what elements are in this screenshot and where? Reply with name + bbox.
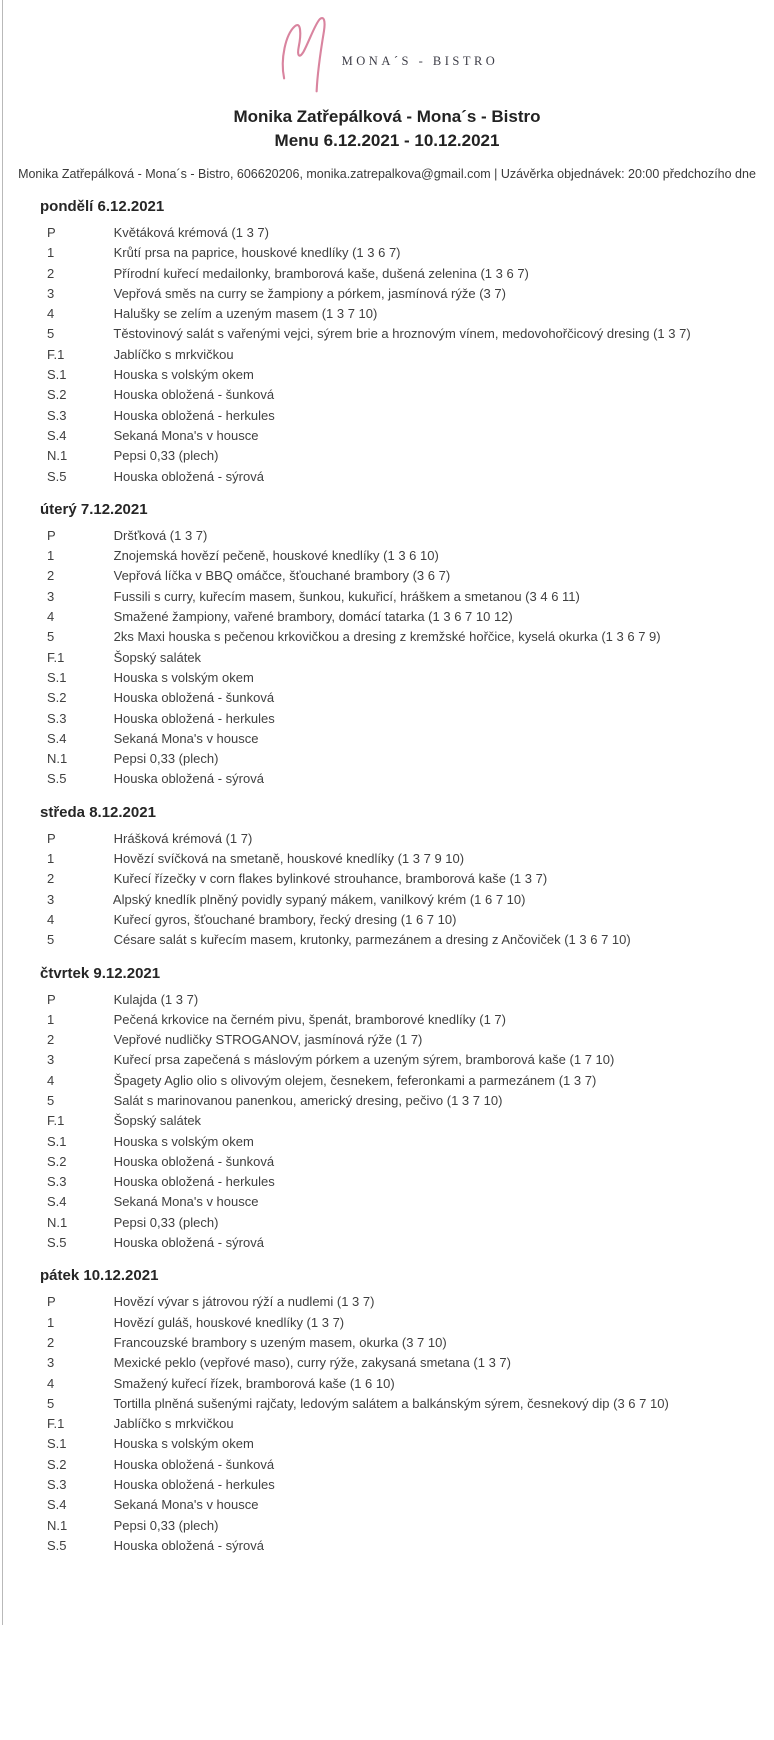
- menu-item-text: Houska obložená - sýrová: [113, 771, 264, 787]
- menu-item-code: S.1: [47, 1436, 67, 1452]
- menu-item-text: Šopský salátek: [113, 649, 202, 665]
- menu-item-text: Květáková krémová (1 3 7): [113, 225, 269, 240]
- menu-item-row: [0, 910, 774, 930]
- menu-item-row: [0, 1071, 774, 1091]
- menu-item-code: S.2: [47, 387, 67, 403]
- menu-item-code: F.1: [47, 346, 65, 362]
- menu-item-text: Těstovinový salát s vařenými vejci, sýrem brie a hroznovým vínem, medovohořčicový dresing (1 3 7): [113, 326, 691, 342]
- menu-item-row: [0, 365, 774, 385]
- contact-line: Monika Zatřepálková - Mona´s - Bistro, 606620206, monika.zatrepalkova@gmail.com | Uzávěrka objednávek: 20:00 předchozího dne: [18, 167, 756, 181]
- menu-item-code: 3: [47, 588, 55, 604]
- menu-item-row: [0, 729, 774, 749]
- menu-item-row: [0, 1172, 774, 1192]
- menu-item-text: Sekaná Mona's v housce: [113, 730, 259, 746]
- menu-item-text: Hrášková krémová (1 7): [113, 830, 253, 846]
- logo-brand-text: MONA´S - BISTRO: [341, 53, 499, 68]
- menu-item-text: Kuřecí řízečky v corn flakes bylinkové strouhance, bramborová kaše (1 3 7): [113, 871, 548, 887]
- menu-item-row: [0, 587, 774, 607]
- menu-days: [0, 181, 774, 1556]
- menu-item-text: Špagety Aglio olio s olivovým olejem, česnekem, feferonkami a parmezánem (1 3 7): [113, 1072, 597, 1088]
- menu-item-text: Kuřecí prsa zapečená s máslovým pórkem a uzeným sýrem, bramborová kaše (1 7 10): [113, 1052, 615, 1068]
- menu-item-row: [0, 284, 774, 304]
- menu-item-code: S.3: [47, 407, 67, 423]
- menu-item-text: Znojemská hovězí pečeně, houskové knedlíky (1 3 6 10): [113, 548, 439, 564]
- menu-item-row: [0, 1394, 774, 1414]
- menu-item-code: N.1: [47, 751, 68, 767]
- menu-item-row: [0, 1536, 774, 1556]
- menu-item-code: S.2: [47, 690, 67, 706]
- menu-item-row: [0, 526, 774, 546]
- menu-item-row: [0, 223, 774, 243]
- menu-item-text: Houska obložená - šunková: [113, 387, 275, 403]
- menu-item-row: [0, 1192, 774, 1212]
- menu-item-text: Salát s marinovanou panenkou, americký dresing, pečivo (1 3 7 10): [113, 1092, 503, 1108]
- menu-item-row: [0, 1353, 774, 1373]
- menu-item-row: [0, 1333, 774, 1353]
- day-items: [0, 526, 774, 790]
- menu-item-text: Hovězí svíčková na smetaně, houskové knedlíky (1 3 7 9 10): [113, 851, 465, 867]
- menu-item-text: Pečená krkovice na černém pivu, špenát, bramborové knedlíky (1 7): [113, 1011, 506, 1027]
- menu-item-row: [0, 1091, 774, 1111]
- day-items: [0, 829, 774, 951]
- day-items: [0, 1292, 774, 1556]
- page-left-border: [2, 0, 3, 1625]
- menu-item-code: S.4: [47, 1194, 67, 1210]
- menu-item-row: [0, 668, 774, 688]
- menu-item-code: 5: [47, 932, 55, 948]
- page-title: Monika Zatřepálková - Mona´s - Bistro: [233, 107, 541, 126]
- menu-item-text: Smažené žampiony, vařené brambory, domácí tatarka (1 3 6 7 10 12): [113, 609, 513, 625]
- menu-item-text: Houska obložená - herkules: [113, 407, 275, 423]
- menu-item-text: Pepsi 0,33 (plech): [113, 448, 219, 464]
- menu-item-code: P: [47, 527, 56, 543]
- menu-item-row: [0, 749, 774, 769]
- day-title: pátek 10.12.2021: [40, 1267, 159, 1285]
- menu-item-row: [0, 467, 774, 487]
- menu-item-text: Pepsi 0,33 (plech): [113, 1517, 219, 1533]
- menu-item-code: 1: [47, 851, 55, 867]
- menu-item-code: S.3: [47, 710, 67, 726]
- day-title: čtvrtek 9.12.2021: [40, 964, 161, 982]
- menu-item-code: 2: [47, 1032, 55, 1048]
- menu-item-text: Houska obložená - šunková: [113, 1153, 275, 1169]
- menu-item-code: S.1: [47, 669, 67, 685]
- menu-item-row: [0, 849, 774, 869]
- menu-item-row: [0, 324, 774, 344]
- menu-item-text: Houska obložená - herkules: [113, 1174, 275, 1190]
- menu-item-row: [0, 1152, 774, 1172]
- menu-item-text: Houska obložená - herkules: [113, 710, 275, 726]
- menu-item-text: Houska s volským okem: [113, 669, 254, 685]
- menu-item-code: 5: [47, 326, 55, 342]
- menu-item-code: 4: [47, 306, 55, 322]
- menu-item-text: Vepřová líčka v BBQ omáčce, šťouchané brambory (3 6 7): [113, 568, 451, 584]
- menu-item-row: [0, 1111, 774, 1131]
- day-items: [0, 990, 774, 1254]
- menu-item-code: S.5: [47, 1537, 67, 1553]
- monas-m-script-icon: [276, 9, 328, 95]
- menu-item-text: Hovězí vývar s játrovou rýží a nudlemi (1 3 7): [113, 1294, 375, 1310]
- menu-item-row: [0, 1414, 774, 1434]
- menu-item-text: Pepsi 0,33 (plech): [113, 751, 219, 767]
- day-section: [0, 965, 774, 1254]
- menu-item-row: [0, 385, 774, 405]
- day-items: [0, 223, 774, 487]
- menu-item-text: Francouzské brambory s uzeným masem, okurka (3 7 10): [113, 1334, 447, 1350]
- menu-item-text: 2ks Maxi houska s pečenou krkovičkou a dresing z kremžské hořčice, kyselá okurka (1 3 6 7 9): [113, 629, 661, 645]
- menu-item-code: 5: [47, 1092, 55, 1108]
- menu-item-text: Alpský knedlík plněný povidly sypaný mákem, vanilkový krém (1 6 7 10): [112, 891, 526, 907]
- day-title: středa 8.12.2021: [40, 803, 156, 821]
- day-section: [0, 1267, 774, 1556]
- menu-item-row: [0, 264, 774, 284]
- menu-item-row: [0, 1233, 774, 1253]
- menu-item-code: N.1: [47, 1517, 68, 1533]
- menu-item-code: F.1: [47, 649, 65, 665]
- menu-item-row: [0, 1495, 774, 1515]
- menu-item-text: Halušky se zelím a uzeným masem (1 3 7 10): [113, 306, 378, 322]
- menu-item-code: 4: [47, 1375, 55, 1391]
- menu-item-code: 5: [47, 629, 55, 645]
- menu-item-row: [0, 688, 774, 708]
- menu-item-row: [0, 769, 774, 789]
- day-section: [0, 198, 774, 487]
- menu-item-code: S.4: [47, 730, 67, 746]
- menu-item-text: Houska s volským okem: [113, 367, 254, 383]
- menu-item-text: Sekaná Mona's v housce: [113, 427, 259, 443]
- menu-item-row: [0, 930, 774, 950]
- menu-item-code: 5: [47, 1395, 55, 1411]
- menu-item-text: Houska obložená - herkules: [113, 1477, 275, 1493]
- menu-item-row: [0, 869, 774, 889]
- menu-item-code: S.3: [47, 1174, 67, 1190]
- logo: [0, 8, 774, 96]
- menu-item-text: Fussili s curry, kuřecím masem, šunkou, kukuřicí, hráškem a smetanou (3 4 6 11): [113, 588, 580, 604]
- menu-item-row: [0, 1010, 774, 1030]
- menu-item-text: Houska obložená - sýrová: [113, 468, 264, 484]
- menu-item-text: Kulajda (1 3 7): [113, 991, 199, 1007]
- menu-item-row: [0, 1132, 774, 1152]
- menu-item-row: [0, 1313, 774, 1333]
- menu-item-code: S.1: [47, 1133, 67, 1149]
- menu-header: [0, 0, 774, 181]
- menu-item-row: [0, 446, 774, 466]
- menu-item-code: 3: [47, 891, 55, 907]
- menu-item-code: 2: [47, 1334, 55, 1350]
- menu-item-code: P: [47, 225, 56, 240]
- menu-item-code: P: [47, 1294, 56, 1310]
- menu-item-code: 1: [47, 245, 55, 261]
- menu-item-text: Houska s volským okem: [113, 1133, 254, 1149]
- menu-item-code: 2: [47, 568, 55, 584]
- menu-item-row: [0, 648, 774, 668]
- day-section: [0, 804, 774, 951]
- menu-item-code: S.1: [47, 367, 67, 383]
- menu-item-code: S.5: [47, 468, 67, 484]
- menu-item-text: Jablíčko s mrkvičkou: [113, 346, 234, 362]
- menu-item-text: Vepřová směs na curry se žampiony a pórkem, jasmínová rýže (3 7): [113, 285, 506, 301]
- menu-item-code: S.4: [47, 427, 67, 443]
- menu-item-text: Vepřové nudličky STROGANOV, jasmínová rýže (1 7): [113, 1032, 423, 1048]
- menu-item-code: S.3: [47, 1477, 67, 1493]
- menu-item-text: Smažený kuřecí řízek, bramborová kaše (1 6 10): [113, 1375, 395, 1391]
- menu-item-code: 1: [47, 1314, 55, 1330]
- menu-item-row: [0, 243, 774, 263]
- menu-item-text: Šopský salátek: [113, 1113, 202, 1129]
- menu-item-row: [0, 304, 774, 324]
- menu-item-text: Tortilla plněná sušenými rajčaty, ledovým salátem a balkánským sýrem, česnekový dip (3 6 7 10): [113, 1395, 669, 1411]
- menu-item-code: 3: [47, 1052, 55, 1068]
- menu-item-row: [0, 1213, 774, 1233]
- menu-item-text: Kuřecí gyros, šťouchané brambory, řecký dresing (1 6 7 10): [113, 911, 457, 927]
- menu-item-code: 1: [47, 548, 55, 564]
- menu-item-row: [0, 1475, 774, 1495]
- menu-item-row: [0, 829, 774, 849]
- menu-item-code: S.5: [47, 771, 67, 787]
- menu-item-row: [0, 1292, 774, 1312]
- menu-item-code: P: [47, 830, 56, 846]
- menu-item-code: 4: [47, 609, 55, 625]
- menu-item-text: Houska s volským okem: [113, 1436, 254, 1452]
- menu-item-text: Krůtí prsa na paprice, houskové knedlíky (1 3 6 7): [113, 245, 401, 261]
- menu-item-row: [0, 345, 774, 365]
- menu-item-code: S.4: [47, 1497, 67, 1513]
- menu-item-row: [0, 546, 774, 566]
- menu-item-row: [0, 709, 774, 729]
- menu-item-text: Dršťková (1 3 7): [113, 527, 208, 543]
- menu-item-row: [0, 1516, 774, 1536]
- menu-item-code: 3: [47, 1355, 55, 1371]
- menu-item-row: [0, 566, 774, 586]
- menu-item-code: F.1: [47, 1416, 65, 1432]
- menu-item-row: [0, 607, 774, 627]
- menu-date-range: Menu 6.12.2021 - 10.12.2021: [274, 131, 500, 150]
- menu-item-code: 1: [47, 1011, 55, 1027]
- menu-item-text: Jablíčko s mrkvičkou: [113, 1416, 234, 1432]
- menu-item-row: [0, 627, 774, 647]
- menu-item-text: Houska obložená - šunková: [113, 1456, 275, 1472]
- day-title: pondělí 6.12.2021: [40, 198, 165, 215]
- menu-item-code: S.2: [47, 1153, 67, 1169]
- menu-item-row: [0, 1455, 774, 1475]
- menu-item-code: F.1: [47, 1113, 65, 1129]
- day-title: úterý 7.12.2021: [40, 500, 148, 518]
- menu-item-row: [0, 1434, 774, 1454]
- menu-item-code: 4: [47, 911, 55, 927]
- menu-item-code: S.2: [47, 1456, 67, 1472]
- menu-item-code: P: [47, 991, 56, 1007]
- menu-item-code: 2: [47, 871, 55, 887]
- menu-item-row: [0, 1030, 774, 1050]
- menu-item-code: 3: [47, 285, 55, 301]
- menu-item-row: [0, 426, 774, 446]
- menu-item-text: Sekaná Mona's v housce: [113, 1194, 259, 1210]
- menu-item-code: 2: [47, 265, 55, 281]
- menu-item-text: Mexické peklo (vepřové maso), curry rýže, zakysaná smetana (1 3 7): [113, 1355, 511, 1371]
- menu-item-text: Houska obložená - sýrová: [113, 1235, 264, 1251]
- menu-item-row: [0, 1374, 774, 1394]
- day-section: [0, 501, 774, 790]
- menu-item-row: [0, 1050, 774, 1070]
- menu-item-row: [0, 990, 774, 1010]
- menu-item-code: N.1: [47, 448, 68, 464]
- menu-item-code: 4: [47, 1072, 55, 1088]
- menu-item-text: Pepsi 0,33 (plech): [113, 1214, 219, 1230]
- menu-item-row: [0, 406, 774, 426]
- menu-item-code: N.1: [47, 1214, 68, 1230]
- menu-item-text: Sekaná Mona's v housce: [113, 1497, 259, 1513]
- menu-item-text: Houska obložená - sýrová: [113, 1537, 264, 1553]
- menu-item-code: S.5: [47, 1235, 67, 1251]
- menu-item-row: [0, 890, 774, 910]
- menu-item-text: Přírodní kuřecí medailonky, bramborová kaše, dušená zelenina (1 3 6 7): [113, 265, 529, 281]
- menu-item-text: Houska obložená - šunková: [113, 690, 275, 706]
- menu-item-text: Hovězí guláš, houskové knedlíky (1 3 7): [113, 1314, 345, 1330]
- menu-item-text: Césare salát s kuřecím masem, krutonky, parmezánem a dresing z Ančoviček (1 3 6 7 10): [113, 932, 631, 948]
